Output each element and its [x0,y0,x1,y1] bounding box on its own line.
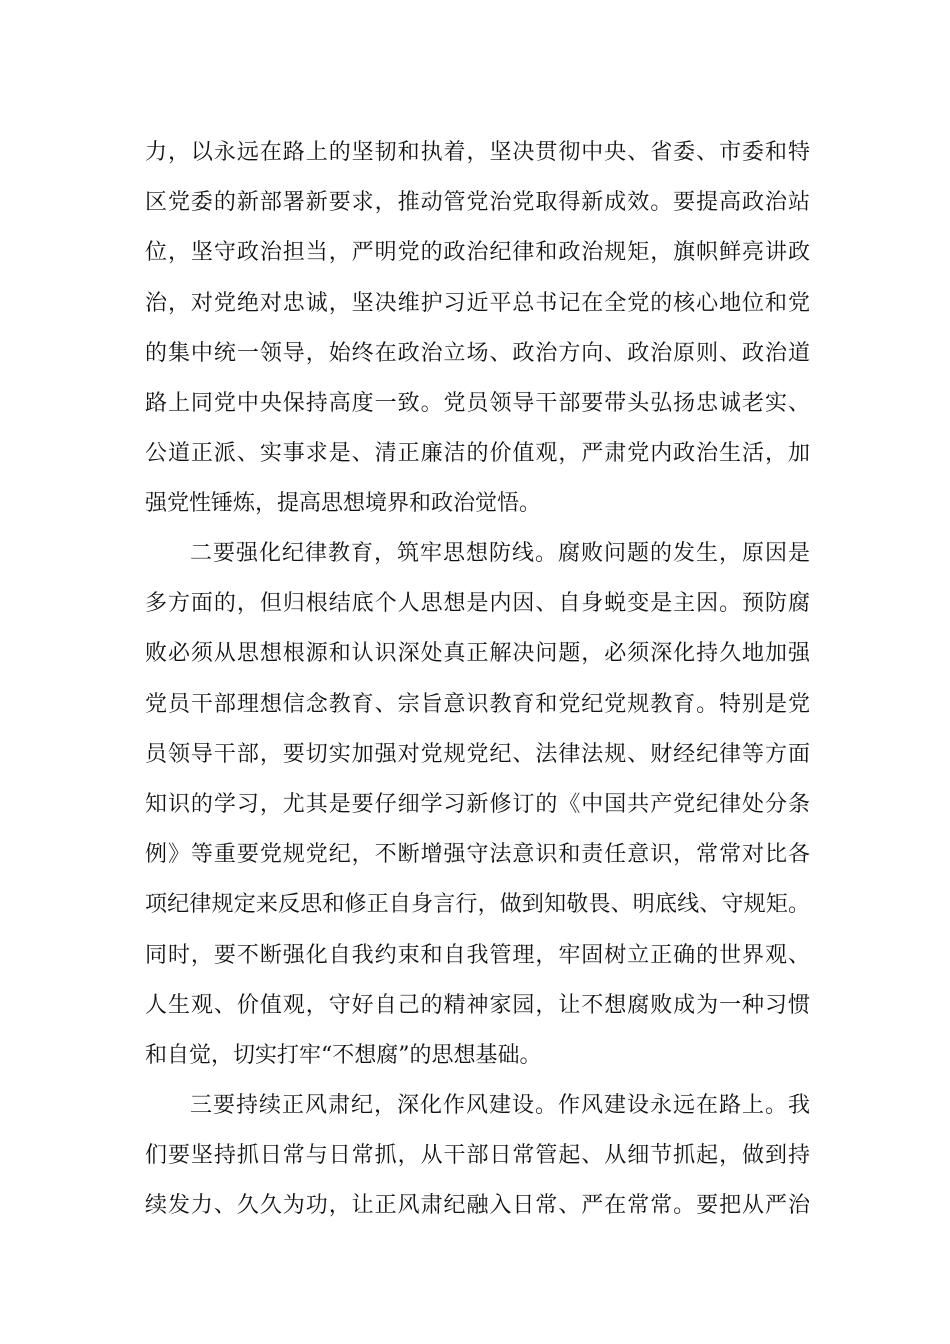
text-line: 公道正派、实事求是、清正廉洁的价值观，严肃党内政治生活，加 [145,441,810,467]
text-line: 二要强化纪律教育，筑牢思想防线。腐败问题的发生，原因是 [190,541,810,566]
text-line: 员领导干部，要切实加强对党规党纪、法律法规、财经纪律等方面 [145,741,810,767]
text-line: 人生观、价值观，守好自己的精神家园，让不想腐败成为一种习惯 [145,992,810,1018]
text-line: 治，对党绝对忠诚，坚决维护习近平总书记在全党的核心地位和党 [145,290,810,316]
text-line: 力，以永远在路上的坚韧和执着，坚决贯彻中央、省委、市委和特 [145,140,810,165]
text-line: 项纪律规定来反思和修正自身言行，做到知敬畏、明底线、守规矩。 [145,892,810,918]
text-line: 位，坚守政治担当，严明党的政治纪律和政治规矩，旗帜鲜亮讲政 [145,240,810,266]
text-line: 例》等重要党规党纪，不断增强守法意识和责任意识，常常对比各 [145,842,810,868]
paragraph-1 [145,128,810,530]
text-line: 三要持续正风肃纪，深化作风建设。作风建设永远在路上。我 [190,1093,810,1118]
text-line: 败必须从思想根源和认识深处真正解决问题，必须深化持久地加强 [145,641,810,667]
text-line: 强党性锤炼，提高思想境界和政治觉悟。 [145,491,542,517]
paragraph-3 [145,1081,810,1232]
text-line: 多方面的，但归根结底个人思想是内因、自身蜕变是主因。预防腐 [145,591,810,617]
text-line: 续发力、久久为功，让正风肃纪融入日常、严在常常。要把从严治 [145,1193,810,1219]
text-line: 知识的学习，尤其是要仔细学习新修订的《中国共产党纪律处分条 [145,791,810,817]
text-line: 的集中统一领导，始终在政治立场、政治方向、政治原则、政治道 [145,340,810,366]
text-line: 路上同党中央保持高度一致。党员领导干部要带头弘扬忠诚老实、 [145,390,810,416]
text-line: 们要坚持抓日常与日常抓，从干部日常管起、从细节抓起，做到持 [145,1143,810,1169]
text-line: 党员干部理想信念教育、宗旨意识教育和党纪党规教育。特别是党 [145,691,810,717]
text-line: 和自觉，切实打牢“不想腐”的思想基础。 [145,1042,542,1068]
text-line: 同时，要不断强化自我约束和自我管理，牢固树立正确的世界观、 [145,942,810,968]
paragraph-2 [145,529,810,1081]
text-line: 区党委的新部署新要求，推动管党治党取得新成效。要提高政治站 [145,190,810,216]
